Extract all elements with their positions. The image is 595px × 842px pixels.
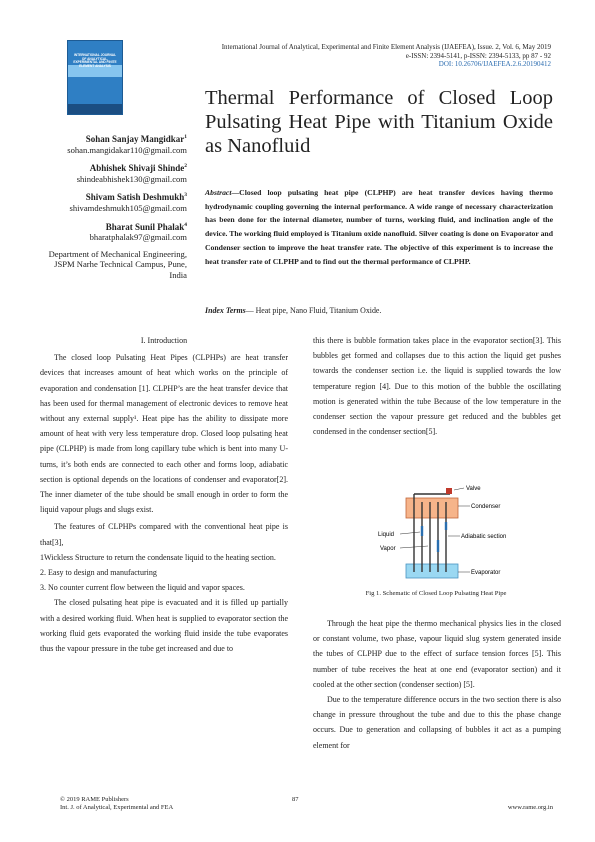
- author-2: [40, 161, 187, 184]
- cover-strip: [68, 104, 122, 114]
- affiliation: Department of Mechanical Engineering, JSPM Narhe Technical Campus, Pune, India: [48, 248, 187, 280]
- author-sup: 3: [184, 192, 187, 199]
- index-terms-lead: Index Terms: [205, 306, 246, 315]
- list-item: 1Wickless Structure to return the condensate liquid to the heating section.: [40, 552, 276, 562]
- author-sup: 4: [184, 221, 187, 228]
- list-item: 2. Easy to design and manufacturing: [40, 568, 157, 578]
- paper-title: Thermal Performance of Closed Loop Pulsating Heat Pipe with Titanium Oxide as Nanofluid: [205, 87, 553, 157]
- footer-url[interactable]: www.rame.org.in: [507, 804, 553, 811]
- author-sup: 1: [184, 134, 187, 140]
- label-valve: Valve: [466, 486, 481, 492]
- right-paragraph-3: Due to the temperature difference occurs in the two section there is also change in pressure throughout the tube and due to this the phase change occurs. Due to generation and collapsing of bubbles it act as a pumping element for: [313, 695, 561, 750]
- label-vapor: Vapor: [380, 546, 396, 552]
- author-1: [40, 132, 187, 155]
- abstract: [205, 186, 553, 268]
- author-email[interactable]: shivamdeshmukh105@gmail.com: [69, 202, 187, 213]
- journal-issn: e-ISSN: 2394-5141, p-ISSN: 2394-5133, pp 87 - 92: [405, 51, 551, 60]
- author-sup: 2: [184, 163, 187, 170]
- footer-copyright: © 2019 RAME Publishers: [60, 796, 129, 803]
- clphp-diagram: [378, 482, 518, 586]
- list-item: 3. No counter current flow between the liquid and vapor spaces.: [40, 583, 245, 593]
- journal-citation: International Journal of Analytical, Experimental and Finite Element Analysis (IJAEFEA), Issue. 2, Vol. 6, May 2019: [221, 43, 551, 51]
- author-block: [40, 132, 187, 281]
- right-paragraph-2: Through the heat pipe the thermo mechanical physics lies in the closed or constant volume, two phase, vapour liquid slug system generated inside the tubes of CLPHP due to the effect of surface tension forces [5]. This number of tube receives the heat at one end (evaporator section) and it cooled at the other section (condenser section) [5].: [313, 619, 561, 689]
- author-email[interactable]: shindeabhishek130@gmail.com: [76, 173, 187, 184]
- author-email[interactable]: sohan.mangidakar110@gmail.com: [67, 144, 187, 155]
- author-4: [40, 220, 187, 243]
- author-name: Shivam Satish Deshmukh: [85, 192, 185, 203]
- footer-left: [60, 796, 173, 812]
- journal-cover-image: [67, 40, 123, 115]
- figure-caption: Fig 1. Schematic of Closed Loop Pulsating Heat Pipe: [365, 590, 507, 597]
- author-name: Bharat Sunil Phalak: [105, 221, 185, 232]
- index-terms: [205, 306, 553, 315]
- section-heading: I. Introduction: [140, 336, 188, 345]
- author-name: Sohan Sanjay Mangidkar: [85, 134, 185, 144]
- label-liquid: Liquid: [378, 532, 395, 538]
- label-evaporator: Evaporator: [471, 570, 501, 576]
- figure-clphp-schematic: [378, 482, 518, 586]
- abstract-lead: Abstract: [205, 188, 232, 197]
- intro-paragraph-1: The closed loop Pulsating Heat Pipes (CLPHPs) are heat transfer devices that increases amount of heat which works on the principle of evaporation and condensation [1]. CLPHP’s are the heat transfer device that has been used for thermal management of electronic devices to remove heat without any external supply¹. Heat pipe has the ability to dissipate more amount of heat with very less temperature drop. Closed loop pulsating heat pipe (CLPHP) is made from long capillary tube which is bent into many U-turns, it’s both ends are connected to each other and forms loop, adiabatic section is optional depends on the locations of condenser and evaporator[2]. The inner diameter of the tube should be small enough in order to form the liquid vapour plugs and slugs exist.: [40, 353, 288, 515]
- author-email[interactable]: bharatphalak97@gmail.com: [89, 232, 187, 243]
- intro-paragraph-3: The closed pulsating heat pipe is evacuated and it is filled up partially with a desired working fluid. When heat is supplied to evaporator section the working fluid gets evaporated the working fluid inside the tube evaporates thus the vapour pressure in the tube get increased and due to: [40, 598, 288, 654]
- right-column-bottom: [313, 616, 561, 753]
- right-paragraph-1: this there is bubble formation takes place in the evaporator section[3]. This bubbles get formed and collapses due to this action the liquid get pushes towards the condenser section i.e. the liquid is supplied towards the low temperature region [4]. Due to this motion of the bubble the oscillating motion is generated within the tube Because of the low temperature in the condenser section the vapour pressure get reduced and the bubbles get condensed in the condenser section[5].: [313, 336, 561, 437]
- journal-header: [222, 43, 551, 69]
- valve-icon: [446, 488, 452, 494]
- right-column-top: [313, 333, 561, 439]
- footer-journal: Int. J. of Analytical, Experimental and FEA: [60, 804, 174, 811]
- label-adiabatic: Adiabatic section: [461, 534, 507, 540]
- abstract-text: —Closed loop pulsating heat pipe (CLPHP) are heat transfer devices having thermo hydrodynamic coupling governing the internal performance. A wide range of necessary characterization has been done for the internal diameter, number of turns, working fluid, and inclination angle of the device. The working fluid employed is Titanium oxide nanofluid. Silver coating is done on Evaporator and Condenser section to improve the heat transfer rate. The objective of this experiment is to increase the heat transfer rate of CLPHP and to find out the thermal performance of CLPHP.: [205, 188, 553, 266]
- author-3: [40, 190, 187, 213]
- left-column: [40, 333, 288, 656]
- liquid-slugs: [421, 522, 447, 552]
- journal-doi[interactable]: DOI: 10.26706/IJAEFEA.2.6.20190412: [438, 60, 551, 68]
- author-name: Abhishek Shivaji Shinde: [89, 163, 185, 174]
- intro-paragraph-2: The features of CLPHPs compared with the conventional heat pipe is that[3],: [40, 522, 288, 547]
- label-condenser: Condenser: [471, 504, 501, 510]
- cover-text: INTERNATIONAL JOURNAL OF ANALYTICAL, EXPERIMENTAL AND FINITE ELEMENT ANALYSIS: [73, 53, 117, 68]
- page-number: 87: [292, 796, 299, 803]
- index-terms-text: — Heat pipe, Nano Fluid, Titanium Oxide.: [245, 306, 382, 315]
